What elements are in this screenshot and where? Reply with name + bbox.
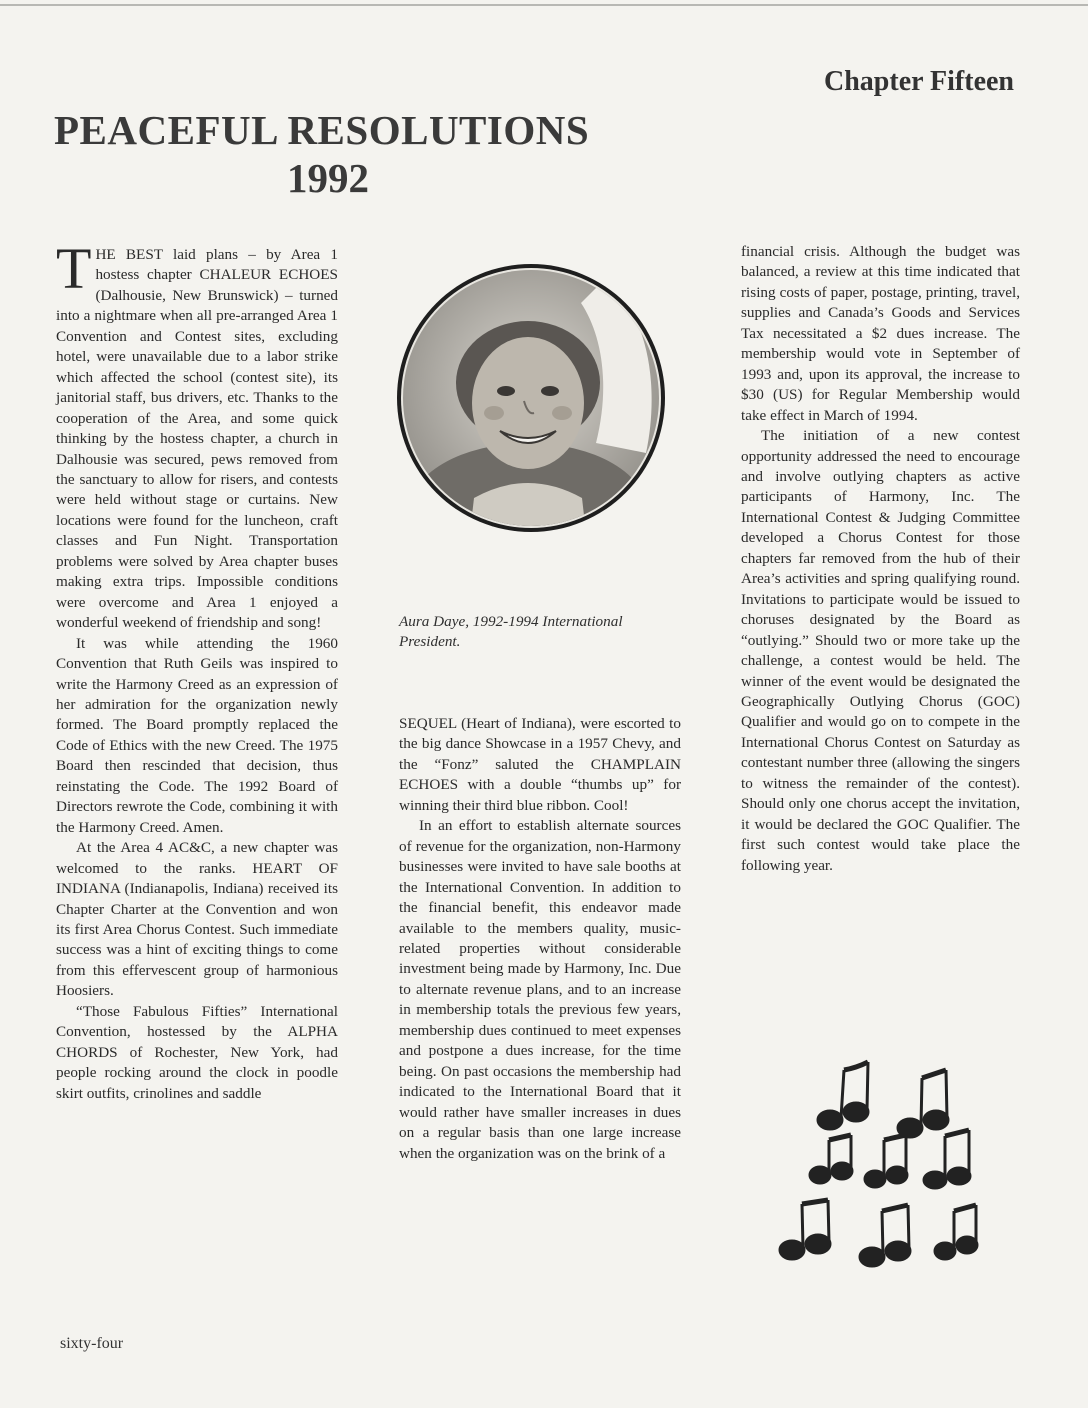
paragraph: financial crisis. Although the budget was balanced, a review at this time indicated that rising costs of paper, postage, printing, travel, supplies and Canada’s Goods and Services Tax necessitated a $2 dues increase. The membership would vote in September of 1993 and, upon its approval, the increase to $30 (US) for Regular Membership would take effect in March of 1994.	[741, 243, 1020, 424]
page-year: 1992	[287, 155, 369, 201]
paragraph: At the Area 4 AC&C, a new chapter was welcomed to the ranks. HEART OF INDIANA (Indianapolis, Indiana) received its Chapter Charter at the Convention and won its first Area Chorus Contest. Such immediate success was a hint of exciting things to come from this effervescent group of harmonious Hoosiers.	[56, 839, 338, 1000]
paragraph: The initiation of a new contest opportunity addressed the need to encourage and involve outlying chapters as active participants of Harmony, Inc. The International Contest & Judging Committee developed a Chorus Contest for those chapters far removed from the hub of their Area’s activities and spring qualifying round. Invitations to participate would be issued to choruses designated by the Board as “outlying.” Should two or more take up the challenge, a contest would be held. The winner of the event would be designated the Geographically Outlying Chorus (GOC) Qualifier and would go on to compete in the International Chorus Contest on Saturday as contestant number three (allowing the singers to witness the remainder of the contest). Should only one chorus accept the invitation, it would be declared the GOC Qualifier. The first such contest would take place the following year.	[741, 427, 1020, 874]
page-number: sixty-four	[60, 1335, 124, 1352]
paragraph-text: HE BEST laid plans – by Area 1 hostess chapter CHALEUR ECHOES (Dalhousie, New Brunswick) – turned into a nightmare when all pre-arranged Area 1 Convention and Contest sites, excluding hotel, were unavailable due to a labor strike which affected the school (contest site), its janitorial staff, bus drivers, etc. Thanks to the cooperation of the Area, and some quick thinking by the hostess chapter, a church in Dalhousie was secured, pews removed from the sanctuary to allow for risers, and contests were held without stage or curtains. New locations were found for the luncheon, craft classes and Fun Night. Transportation problems were solved by Area chapter buses making extra trips. Impossible conditions were overcome and Area 1 enjoyed a wonderful weekend of friendship and song!	[56, 246, 338, 632]
paragraph	[56, 236, 338, 634]
music-notes-graphic	[770, 1040, 1010, 1280]
paragraph: In an effort to establish alternate sources of revenue for the organization, non-Harmony businesses were invited to have sale booths at the International Convention. In addition to the financial benefit, this endeavor made available to the members quality, music-related properties without considerable investment being made by Harmony, Inc. Due to alternate revenue plans, and to an increase in membership totals the previous few years, membership dues continued to meet expenses and postpone a dues increase, for the time being. On past occasions the membership had indicated to the International Board that it would rather have smaller increases in dues on a regular basis than one large increase when the organization was on the brink of a	[399, 817, 681, 1162]
column-3	[741, 242, 1020, 876]
portrait-photo	[396, 263, 666, 533]
chapter-label: Chapter Fifteen	[824, 66, 1014, 97]
paragraph: “Those Fabulous Fifties” International Convention, hostessed by the ALPHA CHORDS of Rochester, New York, had people rocking around the clock in poodle skirt outfits, crinolines and saddle	[56, 1002, 338, 1102]
drop-cap: T	[56, 236, 92, 301]
photo-caption: Aura Daye, 1992-1994 International President.	[399, 613, 623, 650]
paragraph: It was while attending the 1960 Convention that Ruth Geils was inspired to write the Harmony Creed as an expression of her admiration for the organization newly formed. The Board promptly replaced the Code of Ethics with the new Creed. The 1975 Board then rescinded that decision, thus reinstating the Code. The 1992 Board of Directors rewrote the Code, combining it with the Harmony Creed. Amen.	[56, 634, 338, 836]
column-1	[56, 236, 338, 1104]
paragraph: SEQUEL (Heart of Indiana), were escorted to the big dance Showcase in a 1957 Chevy, and the “Fonz” saluted the CHAMPLAIN ECHOES with a double “thumbs up” for winning their third blue ribbon. Cool!	[399, 715, 681, 814]
top-rule	[0, 4, 1088, 6]
page-title: PEACEFUL RESOLUTIONS	[54, 107, 590, 153]
column-2	[399, 714, 681, 1164]
